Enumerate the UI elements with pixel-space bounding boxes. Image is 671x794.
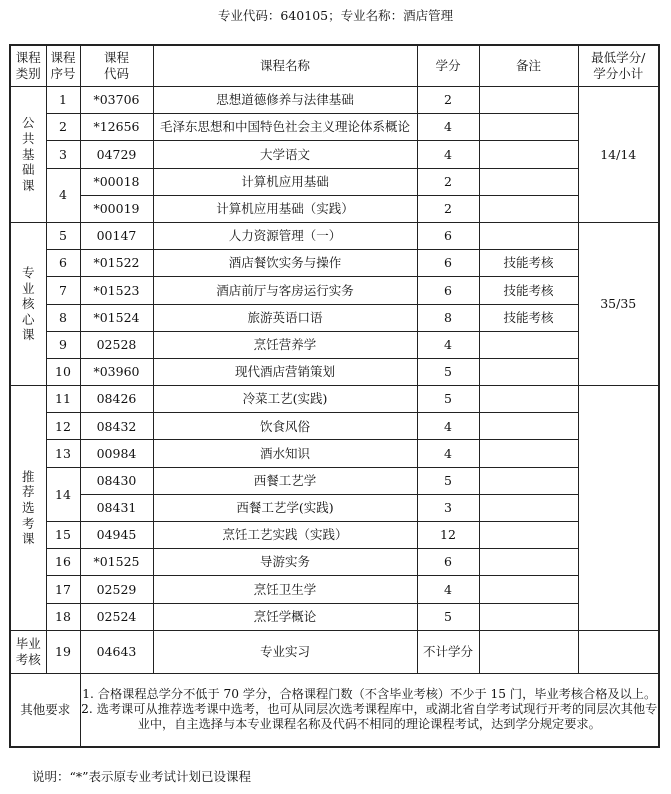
seq-cell: 14 xyxy=(46,467,80,521)
category-cell: 推 荐 选 考 课 xyxy=(10,386,46,631)
remark-cell xyxy=(479,141,578,168)
header-seq: 课程 序号 xyxy=(46,45,80,87)
remark-cell xyxy=(479,386,578,413)
page-title: 专业代码：640105；专业名称：酒店管理 xyxy=(217,8,454,23)
code-cell: *01524 xyxy=(80,304,153,331)
seq-cell: 17 xyxy=(46,576,80,603)
credits-cell: 4 xyxy=(417,440,479,467)
remark-cell: 技能考核 xyxy=(479,277,578,304)
code-cell: *01522 xyxy=(80,250,153,277)
seq-cell: 3 xyxy=(46,141,80,168)
seq-cell: 9 xyxy=(46,331,80,358)
code-cell: 00984 xyxy=(80,440,153,467)
other-requirements-label: 其他要求 xyxy=(10,673,80,747)
table-row xyxy=(10,141,659,168)
table-row xyxy=(10,168,659,195)
header-category: 课程 类别 xyxy=(10,45,46,87)
name-cell: 烹饪卫生学 xyxy=(153,576,417,603)
code-cell: 04643 xyxy=(80,630,153,673)
requirement-line: 2. 选考课可从推荐选考课中选考，也可从同层次选考课程库中，或湖北省自学考试现行开考的同层次其他专业中，自主选择与本专业课程名称及代码不相同的理论课程考试，达到学分规定要求。 xyxy=(81,702,658,732)
name-cell: 计算机应用基础（实践） xyxy=(153,195,417,222)
seq-cell: 16 xyxy=(46,549,80,576)
seq-cell: 8 xyxy=(46,304,80,331)
credits-cell: 6 xyxy=(417,250,479,277)
other-requirements-row xyxy=(10,673,659,747)
seq-cell: 5 xyxy=(46,222,80,249)
header-name: 课程名称 xyxy=(153,45,417,87)
remark-cell xyxy=(479,630,578,673)
name-cell: 酒水知识 xyxy=(153,440,417,467)
table-row xyxy=(10,358,659,385)
name-cell: 旅游英语口语 xyxy=(153,304,417,331)
seq-cell: 4 xyxy=(46,168,80,222)
code-cell: *03960 xyxy=(80,358,153,385)
credits-cell: 5 xyxy=(417,386,479,413)
code-cell: 04945 xyxy=(80,522,153,549)
code-cell: *00018 xyxy=(80,168,153,195)
table-row xyxy=(10,467,659,494)
other-requirements-text xyxy=(80,673,659,747)
seq-cell: 10 xyxy=(46,358,80,385)
requirement-line: 1. 合格课程总学分不低于 70 学分，合格课程门数（不含毕业考核）不少于 15 门，毕业考核合格及以上。 xyxy=(82,686,657,701)
credits-cell: 4 xyxy=(417,141,479,168)
table-row xyxy=(10,603,659,630)
table-row xyxy=(10,494,659,521)
table-header-row xyxy=(10,45,659,87)
subtotal-cell xyxy=(578,630,659,673)
table-row xyxy=(10,576,659,603)
seq-cell: 1 xyxy=(46,87,80,114)
name-cell: 西餐工艺学(实践) xyxy=(153,494,417,521)
header-min-credits: 最低学分/ 学分小计 xyxy=(578,45,659,87)
code-cell: 04729 xyxy=(80,141,153,168)
seq-cell: 19 xyxy=(46,630,80,673)
credits-cell: 12 xyxy=(417,522,479,549)
subtotal-cell: 35/35 xyxy=(578,222,659,385)
subtotal-cell xyxy=(578,386,659,631)
credits-cell: 4 xyxy=(417,413,479,440)
credits-cell: 4 xyxy=(417,114,479,141)
code-cell: 02529 xyxy=(80,576,153,603)
remark-cell xyxy=(479,522,578,549)
header-code: 课程 代码 xyxy=(80,45,153,87)
table-row xyxy=(10,87,659,114)
remark-cell xyxy=(479,222,578,249)
table-row xyxy=(10,277,659,304)
table-row xyxy=(10,222,659,249)
remark-cell xyxy=(479,168,578,195)
name-cell: 酒店餐饮实务与操作 xyxy=(153,250,417,277)
code-cell: 08430 xyxy=(80,467,153,494)
table-row xyxy=(10,304,659,331)
remark-cell xyxy=(479,114,578,141)
category-cell: 专 业 核 心 课 xyxy=(10,222,46,385)
table-row xyxy=(10,250,659,277)
name-cell: 大学语文 xyxy=(153,141,417,168)
remark-cell xyxy=(479,549,578,576)
seq-cell: 11 xyxy=(46,386,80,413)
credits-cell: 6 xyxy=(417,549,479,576)
seq-cell: 18 xyxy=(46,603,80,630)
name-cell: 导游实务 xyxy=(153,549,417,576)
category-cell: 公 共 基 础 课 xyxy=(10,87,46,223)
code-cell: 02528 xyxy=(80,331,153,358)
seq-cell: 6 xyxy=(46,250,80,277)
name-cell: 酒店前厅与客房运行实务 xyxy=(153,277,417,304)
credits-cell: 4 xyxy=(417,331,479,358)
credits-cell: 5 xyxy=(417,358,479,385)
credits-cell: 6 xyxy=(417,222,479,249)
remark-cell: 技能考核 xyxy=(479,250,578,277)
credits-cell: 4 xyxy=(417,576,479,603)
subtotal-cell: 14/14 xyxy=(578,87,659,223)
code-cell: 02524 xyxy=(80,603,153,630)
name-cell: 烹饪工艺实践（实践） xyxy=(153,522,417,549)
code-cell: 08431 xyxy=(80,494,153,521)
name-cell: 冷菜工艺(实践) xyxy=(153,386,417,413)
credits-cell: 2 xyxy=(417,195,479,222)
table-row xyxy=(10,549,659,576)
name-cell: 烹饪学概论 xyxy=(153,603,417,630)
category-cell: 毕业 考核 xyxy=(10,630,46,673)
seq-cell: 7 xyxy=(46,277,80,304)
table-row xyxy=(10,440,659,467)
credits-cell: 5 xyxy=(417,603,479,630)
code-cell: *00019 xyxy=(80,195,153,222)
code-cell: 08432 xyxy=(80,413,153,440)
name-cell: 烹饪营养学 xyxy=(153,331,417,358)
name-cell: 人力资源管理（一） xyxy=(153,222,417,249)
code-cell: *01523 xyxy=(80,277,153,304)
header-remarks: 备注 xyxy=(479,45,578,87)
name-cell: 计算机应用基础 xyxy=(153,168,417,195)
code-cell: 00147 xyxy=(80,222,153,249)
table-row xyxy=(10,331,659,358)
remark-cell xyxy=(479,358,578,385)
name-cell: 毛泽东思想和中国特色社会主义理论体系概论 xyxy=(153,114,417,141)
code-cell: *01525 xyxy=(80,549,153,576)
credits-cell: 2 xyxy=(417,168,479,195)
seq-cell: 12 xyxy=(46,413,80,440)
table-row xyxy=(10,114,659,141)
remark-cell xyxy=(479,494,578,521)
table-row xyxy=(10,413,659,440)
remark-cell xyxy=(479,331,578,358)
code-cell: *12656 xyxy=(80,114,153,141)
name-cell: 专业实习 xyxy=(153,630,417,673)
name-cell: 现代酒店营销策划 xyxy=(153,358,417,385)
credits-cell: 3 xyxy=(417,494,479,521)
remark-cell xyxy=(479,576,578,603)
seq-cell: 15 xyxy=(46,522,80,549)
table-row xyxy=(10,630,659,673)
remark-cell xyxy=(479,467,578,494)
credits-cell: 8 xyxy=(417,304,479,331)
table-row xyxy=(10,195,659,222)
remark-cell xyxy=(479,413,578,440)
remark-cell xyxy=(479,87,578,114)
table-row xyxy=(10,522,659,549)
table-row xyxy=(10,386,659,413)
credits-cell: 不计学分 xyxy=(417,630,479,673)
remark-cell xyxy=(479,195,578,222)
name-cell: 饮食风俗 xyxy=(153,413,417,440)
credits-cell: 5 xyxy=(417,467,479,494)
remark-cell: 技能考核 xyxy=(479,304,578,331)
code-cell: 08426 xyxy=(80,386,153,413)
remark-cell xyxy=(479,440,578,467)
header-credits: 学分 xyxy=(417,45,479,87)
name-cell: 思想道德修养与法律基础 xyxy=(153,87,417,114)
code-cell: *03706 xyxy=(80,87,153,114)
course-plan-table xyxy=(9,44,660,748)
seq-cell: 2 xyxy=(46,114,80,141)
credits-cell: 6 xyxy=(417,277,479,304)
name-cell: 西餐工艺学 xyxy=(153,467,417,494)
footnote: 说明：“*”表示原专业考试计划已设课程 xyxy=(32,769,252,784)
credits-cell: 2 xyxy=(417,87,479,114)
seq-cell: 13 xyxy=(46,440,80,467)
remark-cell xyxy=(479,603,578,630)
